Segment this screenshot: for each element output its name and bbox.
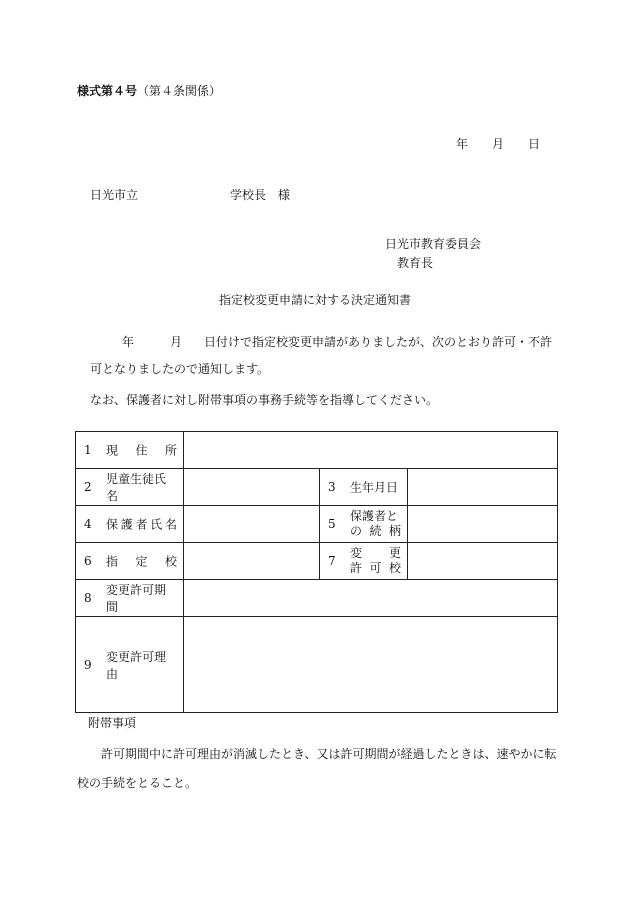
- body-line-1-text: 日付けで指定校変更申請がありましたが、次のとおり許可・不許: [204, 335, 553, 349]
- value-permitted-school[interactable]: [408, 543, 558, 580]
- sender-title: 教育長: [397, 256, 434, 270]
- table-row: [76, 543, 558, 580]
- form-number: 様式第４号: [77, 84, 138, 98]
- form-relation: （第４条関係）: [137, 84, 222, 98]
- addressee: [90, 188, 290, 202]
- value-designated-school[interactable]: [184, 543, 320, 580]
- row-number: 1: [84, 443, 92, 457]
- date-day: 日: [528, 137, 541, 151]
- table-row: [76, 469, 558, 506]
- appendix-title: 附帯事項: [88, 716, 137, 730]
- addressee-city-school: 日光市立: [90, 188, 139, 202]
- body-month: 月: [170, 335, 183, 349]
- row-number: 4: [84, 517, 92, 531]
- row-number: 6: [84, 554, 92, 568]
- row-number: 3: [328, 480, 336, 494]
- label-birthdate: 3 生年月日: [320, 469, 408, 506]
- value-permit-reason[interactable]: [184, 617, 558, 713]
- label-guardian-name: 4 保 護 者 氏 名: [76, 506, 184, 543]
- label-student-name: 2 児童生徒氏名: [76, 469, 184, 506]
- document-title: 指定校変更申請に対する決定通知書: [218, 293, 411, 307]
- row-number: 9: [84, 657, 92, 672]
- label-permit-reason: 9 変更許可理由: [76, 617, 184, 713]
- date-line: [456, 137, 540, 151]
- table-row: [76, 506, 558, 543]
- value-birthdate[interactable]: [408, 469, 558, 506]
- row-number: 2: [84, 480, 92, 494]
- table-row: [76, 432, 558, 469]
- value-permit-period[interactable]: [184, 580, 558, 617]
- body-year: 年: [122, 335, 135, 349]
- label-current-address: 1 現 住 所: [76, 432, 184, 469]
- decision-table: [75, 431, 558, 713]
- body-line-2: 可となりましたので通知します。: [90, 362, 270, 376]
- body-line-3: なお、保護者に対し附帯事項の事務手続等を指導してください。: [90, 393, 439, 407]
- row-number: 5: [328, 517, 336, 531]
- value-student-name[interactable]: [184, 469, 320, 506]
- value-guardian-name[interactable]: [184, 506, 320, 543]
- label-permitted-school: 7 変 更 許 可 校: [320, 543, 408, 580]
- sender-board: 日光市教育委員会: [385, 237, 482, 251]
- appendix-line-2: 校の手続をとること。: [77, 776, 198, 790]
- date-month: 月: [492, 137, 505, 151]
- table-row: [76, 617, 558, 713]
- appendix-line-1: 許可期間中に許可理由が消滅したとき、又は許可期間が経過したときは、速やかに転: [101, 747, 557, 761]
- label-guardian-relation: 5 保護者と の 続 柄: [320, 506, 408, 543]
- value-current-address[interactable]: [184, 432, 558, 469]
- label-permit-period: 8 変更許可期間: [76, 580, 184, 617]
- label-designated-school: 6 指 定 校: [76, 543, 184, 580]
- row-number: 7: [328, 554, 336, 568]
- row-number: 8: [84, 591, 92, 605]
- date-year: 年: [456, 137, 469, 151]
- form-number-label: [77, 84, 221, 98]
- body-line-1: [122, 335, 552, 349]
- addressee-principal: 学校長 様: [230, 188, 291, 202]
- table-row: [76, 580, 558, 617]
- value-guardian-relation[interactable]: [408, 506, 558, 543]
